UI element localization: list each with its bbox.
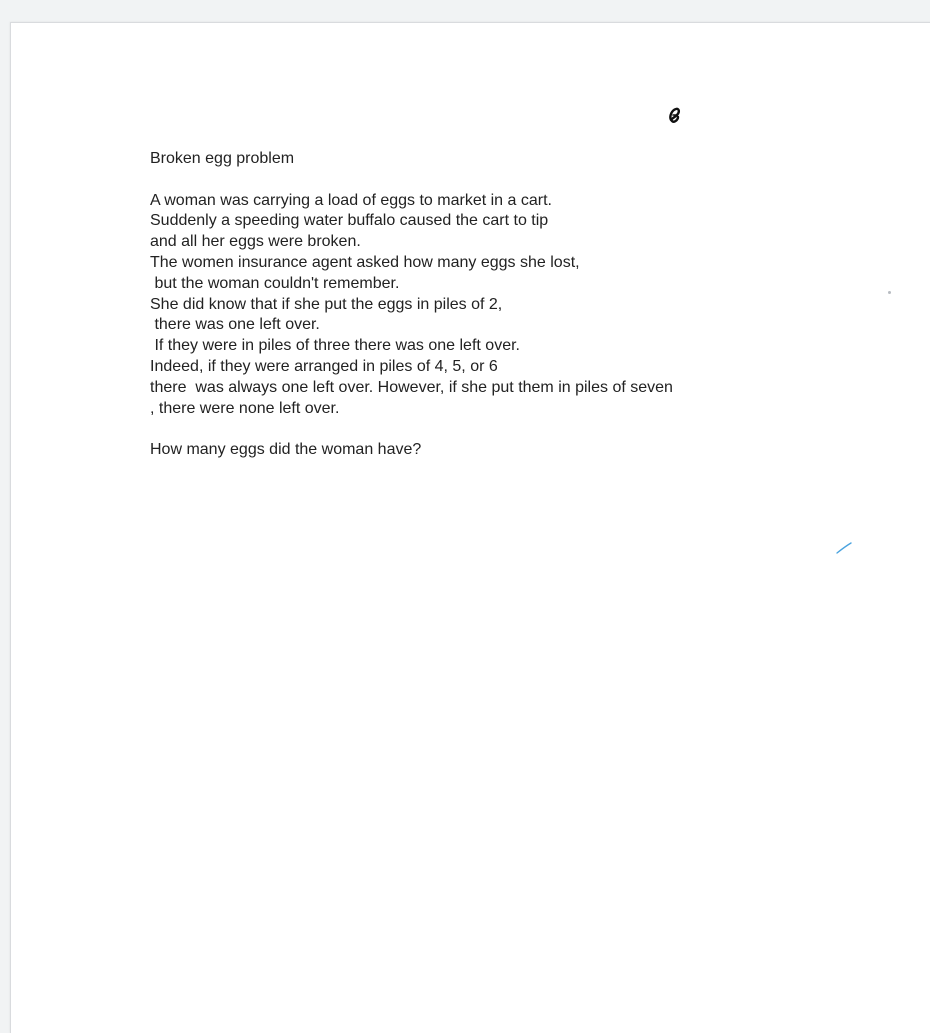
paragraph-line: and all her eggs were broken. [150, 233, 361, 251]
blank-line [150, 170, 770, 191]
paragraph-line: The women insurance agent asked how many eggs she lost, [150, 253, 580, 271]
paragraph-line: , there were none left over. [150, 399, 340, 417]
paragraph-line: A woman was carrying a load of eggs to market in a cart. [150, 191, 552, 209]
ink-scribble-mark [666, 106, 682, 124]
paragraph-line: She did know that if she put the eggs in piles of 2, [150, 295, 503, 313]
paragraph-line: there was always one left over. However, if she put them in piles of seven [150, 378, 673, 396]
paragraph-line: there was one left over. [150, 316, 320, 334]
problem-paragraph [150, 191, 770, 420]
pen-stroke-mark [835, 541, 853, 555]
document-title: Broken egg problem [150, 150, 295, 167]
paragraph-line: Suddenly a speeding water buffalo caused the cart to tip [150, 212, 549, 230]
question-text: How many eggs did the woman have? [150, 441, 422, 459]
document-body [150, 149, 770, 461]
paragraph-line: Indeed, if they were arranged in piles of 4, 5, or 6 [150, 357, 498, 375]
document-page [10, 22, 930, 1033]
stray-dot-mark [888, 291, 891, 294]
blank-line [150, 419, 770, 440]
paragraph-line: but the woman couldn't remember. [150, 274, 400, 292]
paragraph-line: If they were in piles of three there was one left over. [150, 337, 520, 355]
